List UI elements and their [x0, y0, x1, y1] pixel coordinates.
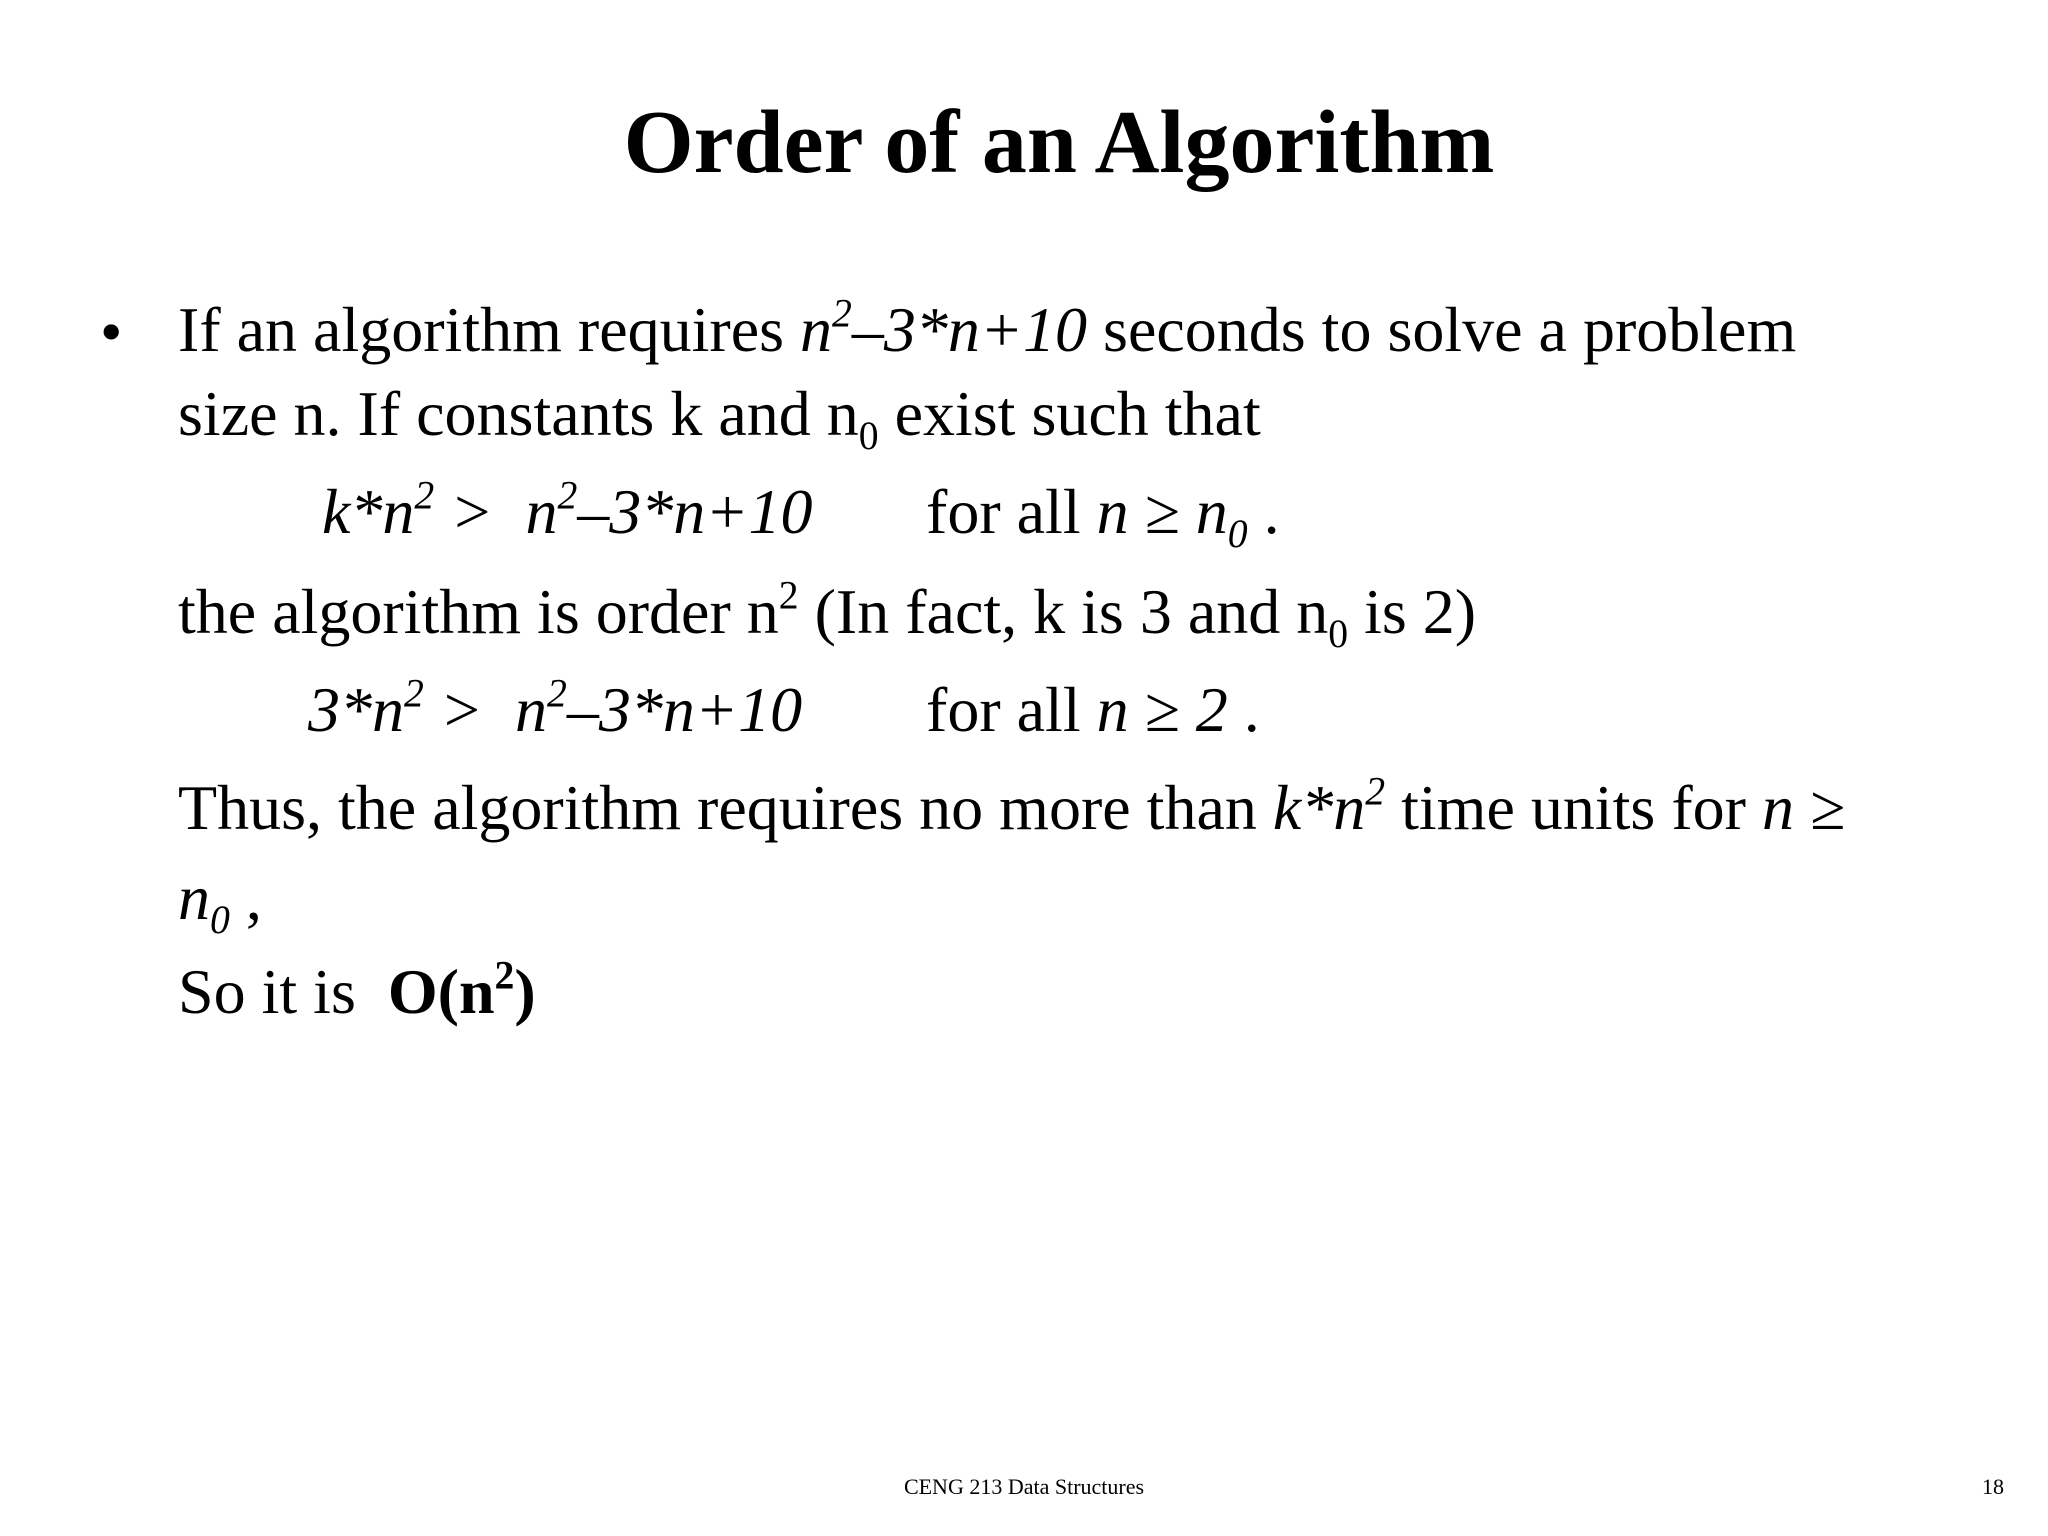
math-var: n [800, 294, 832, 365]
text-run: seconds to solve a problem [1087, 294, 1797, 365]
body-line-4 [178, 572, 1477, 656]
math-term: k*n [322, 476, 415, 547]
text-run: . [1247, 476, 1280, 547]
math-term: > n [434, 476, 558, 547]
math-term: –3*n+10 [577, 476, 813, 547]
math-term: n ≥ 2 [1096, 674, 1228, 745]
body-line-7 [178, 858, 262, 942]
subscript: 0 [210, 897, 230, 942]
text-run: the algorithm is order n [178, 576, 779, 647]
text-run: . [1227, 674, 1260, 745]
superscript: 2 [547, 671, 567, 716]
text-run: is 2) [1348, 576, 1477, 647]
inequality-line-2 [308, 670, 802, 750]
slide-title: Order of an Algorithm [623, 93, 1495, 192]
text-run: size n. If constants k and n [178, 378, 859, 449]
subscript: 0 [858, 413, 879, 458]
inequality-condition-2 [926, 670, 1260, 750]
math-term: n ≥ [1761, 772, 1846, 843]
math-var: n [178, 862, 210, 933]
math-term: –3*n+10 [566, 674, 803, 745]
math-term: > n [423, 674, 548, 745]
superscript: 2 [778, 573, 799, 618]
text-run: So it is [178, 956, 388, 1027]
superscript: 2 [414, 473, 435, 518]
superscript: 2 [404, 671, 424, 716]
body-line-2 [178, 374, 1261, 458]
superscript: 2 [494, 953, 515, 998]
text-run: (In fact, k is 3 and n [798, 576, 1329, 647]
superscript: 2 [557, 473, 578, 518]
math-term: n ≥ n [1096, 476, 1228, 547]
footer-course: CENG 213 Data Structures [903, 1474, 1145, 1499]
superscript: 2 [832, 291, 852, 336]
slide-number: 18 [1982, 1474, 2004, 1499]
big-o-expression [387, 953, 536, 1027]
math-expression [800, 291, 1088, 365]
math-term: O(n [387, 956, 495, 1027]
math-term: ) [514, 956, 536, 1027]
text-run: , [229, 862, 262, 933]
bullet-marker: • [100, 296, 123, 367]
inequality-condition-1 [926, 472, 1280, 556]
text-run: for all [926, 674, 1097, 745]
body-line-8 [178, 952, 536, 1032]
subscript: 0 [1328, 611, 1349, 656]
text-run: exist such that [878, 378, 1261, 449]
body-line-6 [178, 768, 1845, 848]
text-run: Thus, the algorithm requires no more than [178, 772, 1273, 843]
math-term: 3*n [308, 674, 404, 745]
body-line-1 [178, 290, 1796, 370]
text-run: for all [926, 476, 1097, 547]
subscript: 0 [1227, 511, 1248, 556]
superscript: 2 [1365, 769, 1386, 814]
math-term: k*n [1272, 772, 1366, 843]
math-term: –3*n+10 [851, 294, 1088, 365]
inequality-line-1 [322, 472, 812, 552]
text-run: time units for [1385, 772, 1762, 843]
text-run: If an algorithm requires [178, 294, 800, 365]
